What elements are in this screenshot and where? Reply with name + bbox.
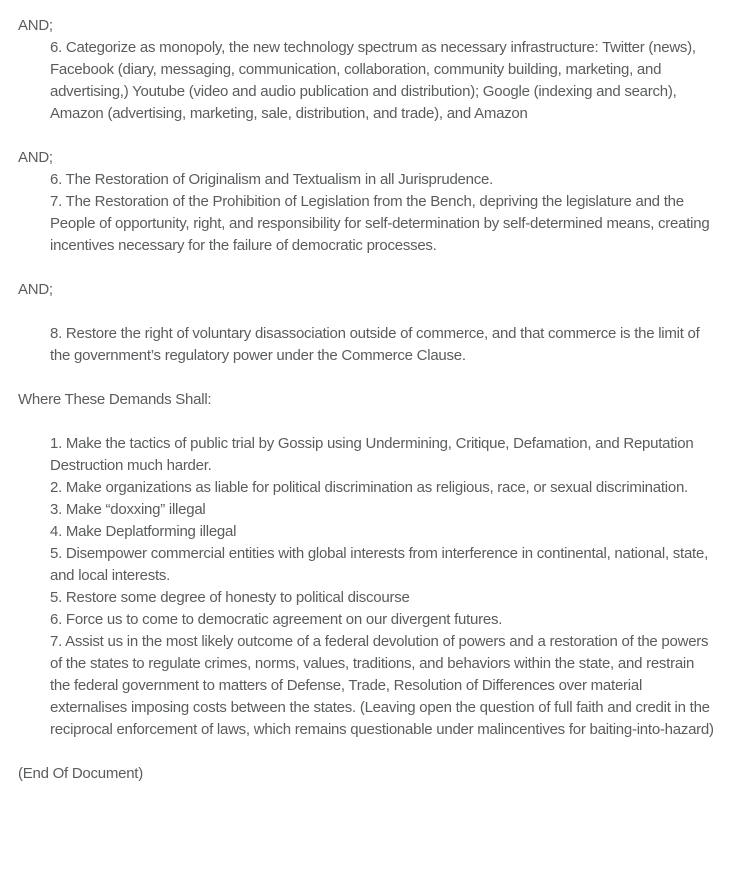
and-clause-heading: AND; [18, 17, 53, 34]
end-of-document-marker: (End Of Document) [18, 765, 143, 782]
demand-item-doxxing: 3. Make “doxxing” illegal [50, 501, 206, 518]
and-clause-heading: AND; [18, 149, 53, 166]
demand-item-discrimination: 2. Make organizations as liable for political discrimination as religious, race, or sexual discrimination. [50, 479, 688, 496]
demand-item-agreement: 6. Force us to come to democratic agreement on our divergent futures. [50, 611, 503, 628]
demand-item-gossip: 1. Make the tactics of public trial by Gossip using Undermining, Critique, Defamation, and Reputation Destruction much harder. [50, 435, 698, 474]
and-clause-heading: AND; [18, 281, 53, 298]
paragraph-originalism: 6. The Restoration of Originalism and Textualism in all Jurisprudence. [50, 171, 494, 188]
paragraph-monopoly-categorization: 6. Categorize as monopoly, the new technology spectrum as necessary infrastructure: Twitter (news), Facebook (diary, messaging, communication, collaboration, community building, marketing, and advertising,) Youtube (video and audio publication and distribution); Google (indexing and search), Amazon (advertising, marketing, sale, distribution, and trade), and Amazon [50, 39, 700, 122]
demand-item-honesty: 5. Restore some degree of honesty to political discourse [50, 589, 410, 606]
demand-item-disempower: 5. Disempower commercial entities with global interests from interference in continental, national, state, and local interests. [50, 545, 712, 584]
demand-item-deplatforming: 4. Make Deplatforming illegal [50, 523, 237, 540]
paragraph-voluntary-disassociation: 8. Restore the right of voluntary disassociation outside of commerce, and that commerce is the limit of the government’s regulatory power under the Commerce Clause. [50, 325, 704, 364]
demand-item-devolution: 7. Assist us in the most likely outcome of a federal devolution of powers and a restoration of the powers of the states to regulate crimes, norms, values, traditions, and behaviors within the state, and restrain the federal government to matters of Defense, Trade, Resolution of Differences over material externalises imposing costs between the states. (Leaving open the question of full faith and credit in the reciprocal enforcement of laws, which remains questionable under malincentives for baiting-into-hazard) [50, 633, 714, 738]
paragraph-prohibition-legislation: 7. The Restoration of the Prohibition of Legislation from the Bench, depriving the legislature and the People of opportunity, right, and responsibility for self-determination by self-determined means, creating incentives necessary for the failure of democratic processes. [50, 193, 714, 254]
demands-heading: Where These Demands Shall: [18, 391, 212, 408]
